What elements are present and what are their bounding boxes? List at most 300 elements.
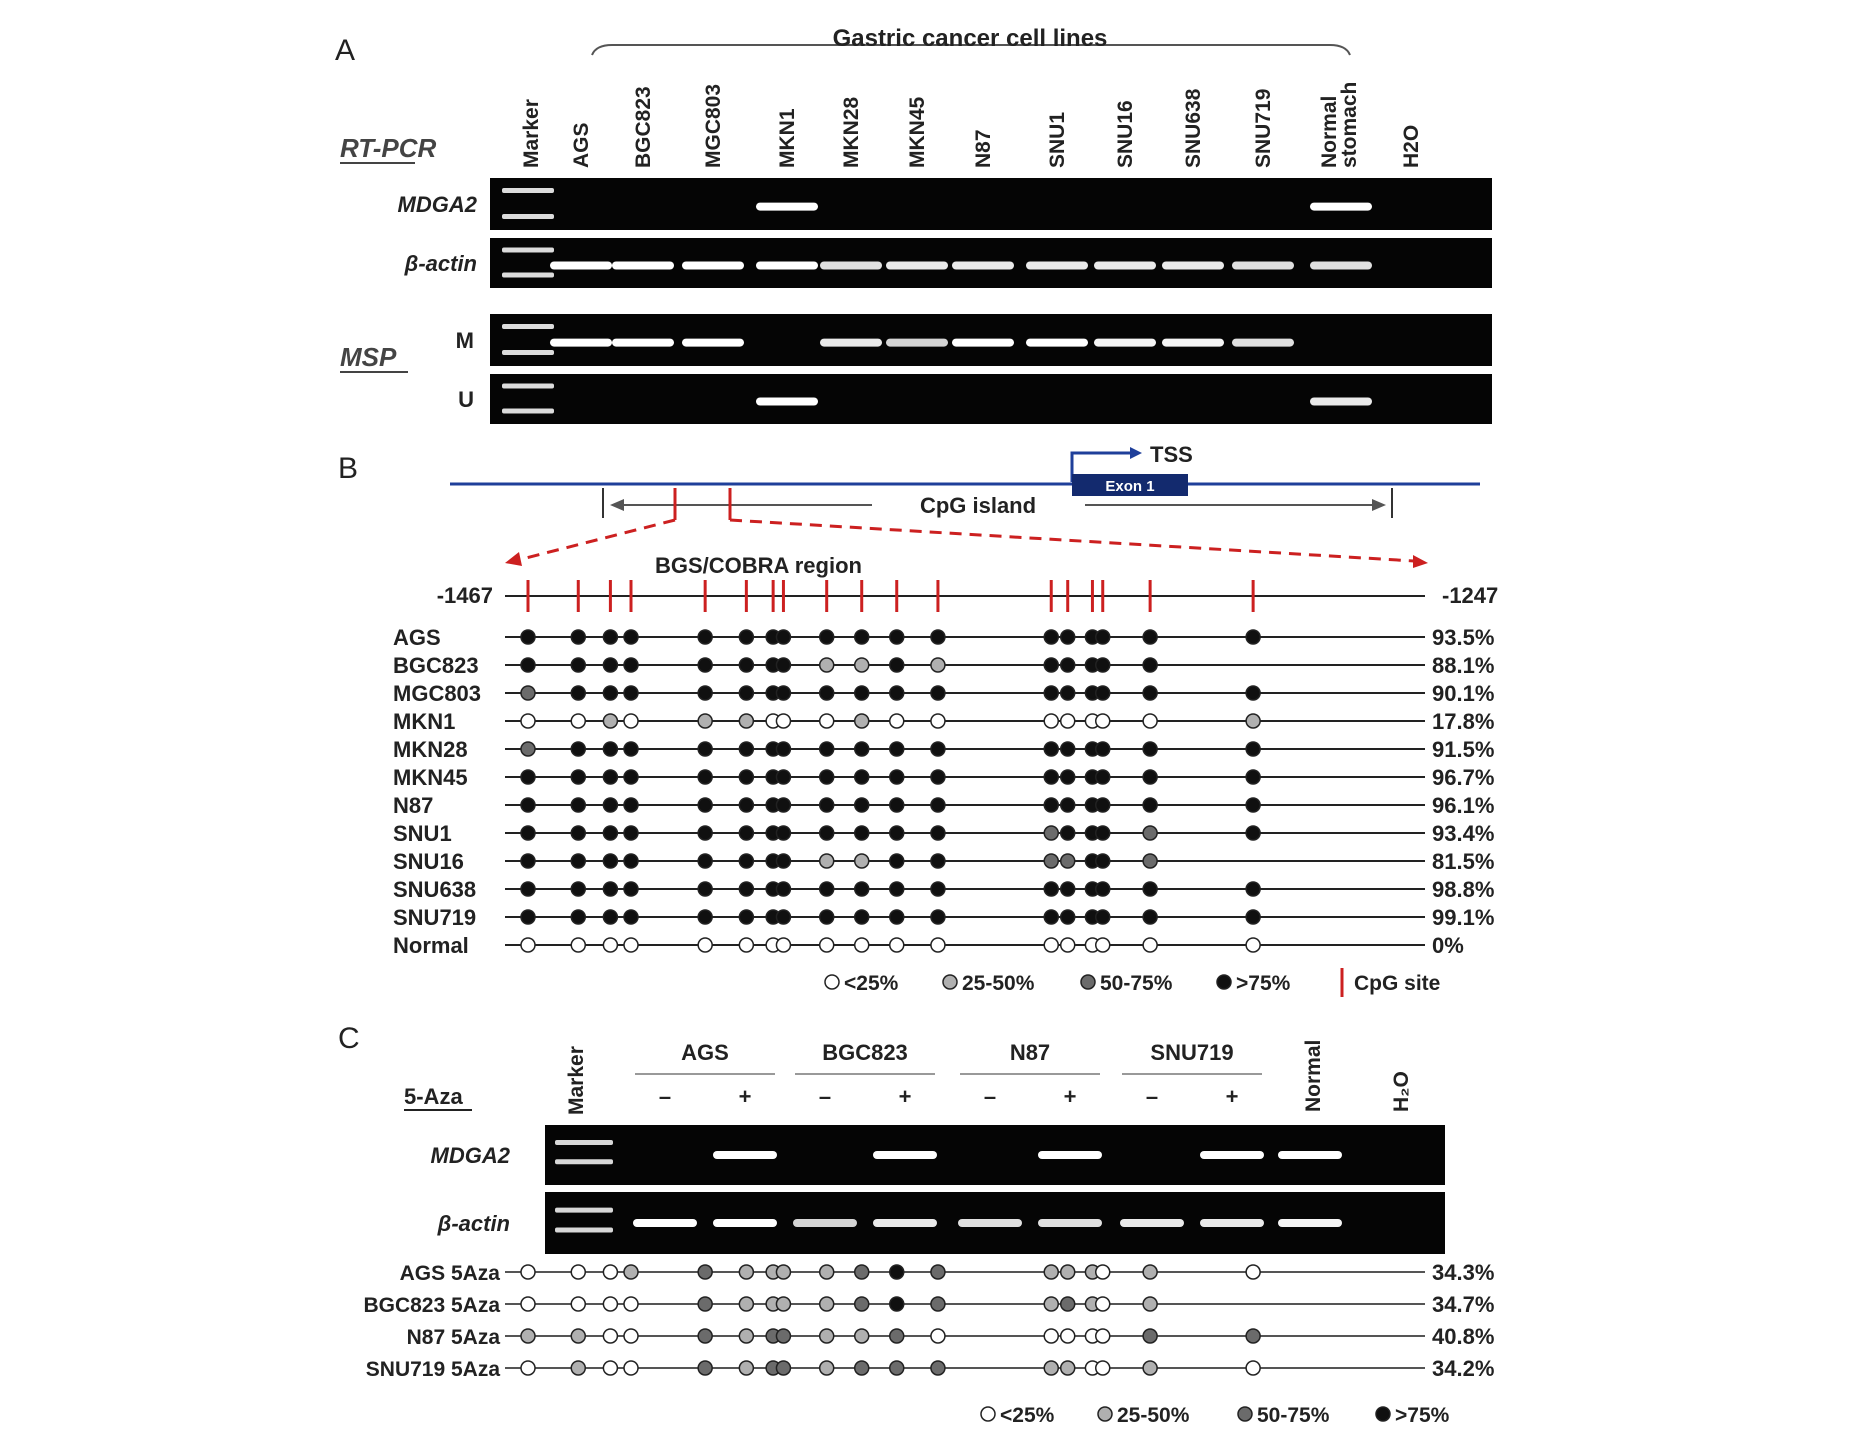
- cpg-dot: [1061, 798, 1075, 812]
- cpg-dot: [603, 686, 617, 700]
- cpg-dot: [739, 910, 753, 924]
- cpg-dot: [890, 910, 904, 924]
- cpg-dot: [1143, 1329, 1157, 1343]
- cpg-dot: [1096, 882, 1110, 896]
- cpg-dot: [890, 630, 904, 644]
- cpg-dot: [820, 1329, 834, 1343]
- minus-sign: –: [818, 1084, 832, 1109]
- cpg-dot: [1044, 798, 1058, 812]
- gel-row-label: M: [455, 328, 474, 353]
- cpg-dot: [624, 1265, 638, 1279]
- gel-band: [1278, 1151, 1342, 1159]
- lane-label-mkn28: MKN28: [840, 96, 863, 168]
- cpg-dot: [931, 854, 945, 868]
- cpg-dot: [698, 1265, 712, 1279]
- group-label: Gastric cancer cell lines: [832, 25, 1108, 52]
- cpg-dot: [931, 798, 945, 812]
- lane-label-normal-stomach-2: stomach: [1338, 81, 1361, 168]
- cpg-dot: [521, 910, 535, 924]
- legend-dot: [1217, 975, 1231, 989]
- legend-label: <25%: [1000, 1404, 1055, 1427]
- gel-band: [756, 262, 818, 270]
- cpg-dot: [571, 1361, 585, 1375]
- sample-label-snu638: SNU638: [393, 877, 477, 902]
- gel-band: [612, 339, 674, 347]
- h2o-lane-label: H₂O: [1390, 1071, 1413, 1112]
- gel-row-label: β-actin: [437, 1211, 510, 1236]
- cpg-dot: [1143, 686, 1157, 700]
- cpg-dot: [820, 742, 834, 756]
- aza-label: 5-Aza: [404, 1084, 463, 1109]
- cpg-dot: [890, 882, 904, 896]
- cpg-dot: [739, 938, 753, 952]
- cpg-dot: [624, 630, 638, 644]
- marker-band: [555, 1208, 613, 1213]
- group-label-snu719: SNU719: [1150, 1040, 1234, 1065]
- sample-label-mkn45: MKN45: [393, 765, 468, 790]
- gel-band: [1162, 262, 1224, 270]
- cpg-dot: [1143, 938, 1157, 952]
- lane-label-snu16: SNU16: [1114, 100, 1137, 168]
- cpg-dot: [571, 1329, 585, 1343]
- cpg-dot: [521, 1361, 535, 1375]
- gel-band: [1232, 339, 1294, 347]
- cpg-dot: [1096, 798, 1110, 812]
- methylation-pct: 88.1%: [1432, 653, 1495, 678]
- cpg-dot: [698, 882, 712, 896]
- panel-c-lane-labels: [565, 1040, 1413, 1115]
- cpg-dot: [571, 658, 585, 672]
- cpg-dot: [820, 1265, 834, 1279]
- cpg-dot: [1096, 854, 1110, 868]
- cpg-dot: [855, 658, 869, 672]
- cpg-dot: [931, 882, 945, 896]
- cpg-dot: [603, 714, 617, 728]
- cpg-dot: [739, 1265, 753, 1279]
- lane-label-snu638: SNU638: [1182, 88, 1205, 168]
- cpg-dot: [855, 1361, 869, 1375]
- sample-label-mkn28: MKN28: [393, 737, 468, 762]
- end-coord: -1247: [1442, 583, 1499, 608]
- cpg-dot: [1044, 854, 1058, 868]
- cpg-dot: [603, 1265, 617, 1279]
- tss-label: TSS: [1150, 442, 1193, 467]
- cpg-dot: [603, 1329, 617, 1343]
- cpg-dot: [776, 826, 790, 840]
- cpg-dot: [603, 854, 617, 868]
- cpg-dot: [820, 630, 834, 644]
- gel-band: [1200, 1219, 1264, 1227]
- gel-band: [550, 339, 612, 347]
- cpg-dot: [855, 798, 869, 812]
- sample-label-bgc823-5aza: BGC823 5Aza: [363, 1294, 500, 1317]
- cpg-dot: [890, 770, 904, 784]
- legend-label: 50-75%: [1257, 1404, 1330, 1427]
- cpg-dot: [820, 938, 834, 952]
- cpg-dot: [1143, 826, 1157, 840]
- cpg-dot: [776, 938, 790, 952]
- cpg-dot: [1044, 1297, 1058, 1311]
- sample-label-n87-5aza: N87 5Aza: [406, 1326, 500, 1349]
- cpg-dot: [1044, 882, 1058, 896]
- cpg-dot: [931, 714, 945, 728]
- cpg-dot: [776, 630, 790, 644]
- cpg-dot: [1061, 742, 1075, 756]
- group-label-ags: AGS: [681, 1040, 729, 1065]
- cpg-dot: [603, 798, 617, 812]
- marker-band: [502, 273, 554, 278]
- cpg-dot: [739, 882, 753, 896]
- cpg-dot: [1096, 742, 1110, 756]
- methylation-pct: 81.5%: [1432, 849, 1495, 874]
- cpg-dot: [521, 798, 535, 812]
- legend-label: >75%: [1236, 972, 1291, 995]
- sample-label-snu719-5aza: SNU719 5Aza: [365, 1358, 500, 1381]
- cpg-dot: [1096, 1297, 1110, 1311]
- cpg-dot: [1143, 798, 1157, 812]
- cpg-dot: [1044, 910, 1058, 924]
- gel-band: [1162, 339, 1224, 347]
- cpg-dot: [776, 1329, 790, 1343]
- cpg-dot: [1246, 1265, 1260, 1279]
- cpg-dot: [1096, 658, 1110, 672]
- cpg-dot: [855, 686, 869, 700]
- cpg-dot: [521, 826, 535, 840]
- cpg-dot: [890, 1265, 904, 1279]
- gel-band: [756, 398, 818, 406]
- gel-band: [958, 1219, 1022, 1227]
- cpg-dot: [603, 882, 617, 896]
- gel-band: [612, 262, 674, 270]
- gel-band: [713, 1151, 777, 1159]
- cpg-dot: [698, 770, 712, 784]
- cpg-dot: [855, 742, 869, 756]
- cpg-dot: [890, 854, 904, 868]
- gel-band: [682, 339, 744, 347]
- cpg-dot: [1061, 882, 1075, 896]
- cpg-dot: [698, 854, 712, 868]
- cpg-dot: [1143, 854, 1157, 868]
- gel-band: [820, 262, 882, 270]
- gel-band: [1094, 339, 1156, 347]
- sample-label-n87: N87: [393, 793, 434, 818]
- legend-dot: [1098, 1407, 1112, 1421]
- cpg-dot: [1246, 1361, 1260, 1375]
- cpg-dot: [931, 658, 945, 672]
- cpg-dot: [624, 1361, 638, 1375]
- cpg-dot: [931, 1361, 945, 1375]
- gel-band: [886, 262, 948, 270]
- tss-arrowhead: [1130, 447, 1142, 459]
- marker-band: [555, 1140, 613, 1145]
- cpg-dot: [571, 686, 585, 700]
- cpg-dot: [820, 1361, 834, 1375]
- cpg-dot: [698, 910, 712, 924]
- group-label-bgc823: BGC823: [822, 1040, 908, 1065]
- panel-c-methylation-rows: [363, 1260, 1494, 1381]
- cpg-dot: [603, 1297, 617, 1311]
- cpg-dot: [603, 742, 617, 756]
- minus-sign: –: [1145, 1084, 1159, 1109]
- lane-label-bgc823: BGC823: [632, 86, 655, 168]
- cpg-dot: [1143, 714, 1157, 728]
- cpg-dot: [776, 742, 790, 756]
- cpg-dot: [931, 742, 945, 756]
- cpg-dot: [571, 826, 585, 840]
- cpg-dot: [855, 770, 869, 784]
- cpg-dot: [820, 658, 834, 672]
- methylation-pct: 96.7%: [1432, 765, 1495, 790]
- cpg-dot: [1061, 826, 1075, 840]
- cpg-dot: [1096, 770, 1110, 784]
- panel-b-letter: B: [338, 452, 359, 485]
- legend-dot: [981, 1407, 995, 1421]
- cpg-dot: [571, 798, 585, 812]
- cpg-island-label: CpG island: [919, 493, 1037, 518]
- cpg-island-left-arrowhead: [610, 499, 624, 511]
- gel-band: [1310, 203, 1372, 211]
- sample-label-snu719: SNU719: [393, 905, 477, 930]
- cpg-dot: [521, 1265, 535, 1279]
- gel-band: [633, 1219, 697, 1227]
- gel-band: [1094, 262, 1156, 270]
- start-coord: -1467: [436, 583, 493, 608]
- cpg-dot: [931, 1265, 945, 1279]
- lane-label-marker: Marker: [520, 99, 543, 168]
- gel-band: [713, 1219, 777, 1227]
- cpg-dot: [931, 1297, 945, 1311]
- cpg-dot: [739, 770, 753, 784]
- methylation-pct: 34.7%: [1432, 1292, 1495, 1317]
- cpg-dot: [603, 630, 617, 644]
- gel-band: [1278, 1219, 1342, 1227]
- cpg-dot: [624, 770, 638, 784]
- cpg-dot: [571, 714, 585, 728]
- cpg-dot: [1044, 630, 1058, 644]
- gel-band: [952, 339, 1014, 347]
- gel-band: [873, 1219, 937, 1227]
- gel-row-label: MDGA2: [430, 1143, 510, 1168]
- marker-band: [502, 214, 554, 219]
- methylation-pct: 96.1%: [1432, 793, 1495, 818]
- exon-label: Exon 1: [1105, 478, 1155, 495]
- cpg-dot: [1246, 714, 1260, 728]
- methylation-pct: 99.1%: [1432, 905, 1495, 930]
- cpg-dot: [739, 798, 753, 812]
- cpg-dot: [521, 882, 535, 896]
- cpg-dot: [1246, 910, 1260, 924]
- sample-label-ags-5aza: AGS 5Aza: [399, 1262, 500, 1285]
- marker-band: [502, 350, 554, 355]
- cpg-dot: [571, 630, 585, 644]
- panel-c-legend: [981, 1404, 1450, 1427]
- methylation-pct: 93.5%: [1432, 625, 1495, 650]
- cpg-dot: [739, 742, 753, 756]
- cpg-dot: [776, 798, 790, 812]
- cpg-dot: [603, 770, 617, 784]
- cpg-dot: [1061, 910, 1075, 924]
- cpg-dot: [820, 882, 834, 896]
- cpg-dot: [698, 1297, 712, 1311]
- cpg-dot: [1143, 658, 1157, 672]
- marker-band: [555, 1227, 613, 1232]
- cpg-dot: [624, 882, 638, 896]
- gel-band: [873, 1151, 937, 1159]
- cpg-dot: [521, 854, 535, 868]
- gel-band: [793, 1219, 857, 1227]
- zoom-dash-right-arrowhead: [1413, 555, 1428, 568]
- cpg-dot: [624, 826, 638, 840]
- cpg-dot: [1044, 1265, 1058, 1279]
- cpg-dot: [739, 854, 753, 868]
- cpg-dot: [890, 1329, 904, 1343]
- cpg-dot: [1143, 910, 1157, 924]
- methylation-pct: 40.8%: [1432, 1324, 1495, 1349]
- cpg-dot: [1096, 826, 1110, 840]
- cpg-dot: [776, 658, 790, 672]
- cpg-dot: [890, 798, 904, 812]
- gel-band: [1232, 262, 1294, 270]
- cpg-dot: [571, 854, 585, 868]
- cpg-dot: [739, 1361, 753, 1375]
- lane-label-ags: AGS: [570, 122, 593, 168]
- cpg-dot: [1096, 938, 1110, 952]
- cpg-dot: [521, 686, 535, 700]
- cpg-dot: [820, 770, 834, 784]
- gel-band: [1038, 1219, 1102, 1227]
- cpg-dot: [1246, 938, 1260, 952]
- cpg-dot: [624, 910, 638, 924]
- cpg-dot: [571, 882, 585, 896]
- cpg-dot: [776, 770, 790, 784]
- cpg-dot: [739, 630, 753, 644]
- cpg-dot: [521, 1297, 535, 1311]
- cpg-dot: [855, 882, 869, 896]
- cpg-dot: [890, 686, 904, 700]
- cpg-dot: [890, 658, 904, 672]
- cpg-dot: [1061, 1329, 1075, 1343]
- cpg-dot: [624, 798, 638, 812]
- cpg-dot: [855, 826, 869, 840]
- cpg-dot: [1143, 1265, 1157, 1279]
- plus-sign: +: [738, 1084, 752, 1109]
- cpg-dot: [571, 910, 585, 924]
- cpg-dot: [1061, 658, 1075, 672]
- cpg-dot: [1061, 1265, 1075, 1279]
- lane-label-normal-stomach-1: Normal: [1318, 95, 1341, 168]
- cpg-dot: [1246, 742, 1260, 756]
- cpg-dot: [931, 910, 945, 924]
- marker-band: [502, 324, 554, 329]
- cpg-dot: [698, 658, 712, 672]
- cpg-dot: [820, 826, 834, 840]
- sample-label-ags: AGS: [393, 625, 441, 650]
- methylation-pct: 98.8%: [1432, 877, 1495, 902]
- cpg-dot: [571, 1297, 585, 1311]
- cpg-dot: [624, 714, 638, 728]
- panel-a-lane-labels: [520, 82, 1423, 168]
- cpg-dot: [855, 714, 869, 728]
- methylation-pct: 34.2%: [1432, 1356, 1495, 1381]
- cpg-dot: [739, 1329, 753, 1343]
- cpg-dot: [1143, 882, 1157, 896]
- legend-label: >75%: [1395, 1404, 1450, 1427]
- gel-row-label: MDGA2: [397, 192, 477, 217]
- cpg-dot: [521, 714, 535, 728]
- cpg-dot: [624, 854, 638, 868]
- gel-band: [756, 203, 818, 211]
- group-label-n87: N87: [1009, 1040, 1051, 1065]
- zoom-dash-left-arrowhead: [505, 552, 522, 566]
- cpg-dot: [931, 826, 945, 840]
- legend-dot: [1081, 975, 1095, 989]
- cpg-dot: [1246, 1329, 1260, 1343]
- cpg-dot: [1143, 1297, 1157, 1311]
- cpg-dot: [698, 1361, 712, 1375]
- gel-row-label: U: [458, 387, 474, 412]
- normal-lane-label: Normal: [1302, 1039, 1325, 1112]
- cpg-dot: [739, 658, 753, 672]
- cpg-dot: [931, 686, 945, 700]
- plus-sign: +: [898, 1084, 912, 1109]
- rtpcr-label: RT-PCR: [340, 133, 437, 163]
- cpg-dot: [1246, 826, 1260, 840]
- lane-label-snu719: SNU719: [1252, 88, 1275, 168]
- sample-label-mkn1: MKN1: [393, 709, 456, 734]
- msp-label: MSP: [340, 342, 397, 372]
- sample-label-normal: Normal: [393, 933, 469, 958]
- cpg-dot: [890, 714, 904, 728]
- lane-label-mgc803: MGC803: [702, 83, 725, 168]
- cpg-dot: [855, 854, 869, 868]
- marker-band: [502, 384, 554, 389]
- gel-band: [1026, 339, 1088, 347]
- sample-label-bgc823: BGC823: [393, 653, 479, 678]
- cpg-dot: [855, 1297, 869, 1311]
- zoom-dash-left: [518, 520, 675, 560]
- gel-band: [1026, 262, 1088, 270]
- lane-label-snu1: SNU1: [1046, 111, 1069, 168]
- cpg-dot: [603, 910, 617, 924]
- legend-label: 25-50%: [962, 972, 1035, 995]
- cpg-dot: [698, 1329, 712, 1343]
- cpg-dot: [1061, 714, 1075, 728]
- cpg-dot: [890, 938, 904, 952]
- cpg-dot: [1044, 770, 1058, 784]
- gel-band: [550, 262, 612, 270]
- cpg-dot: [1061, 938, 1075, 952]
- lane-label-mkn45: MKN45: [906, 96, 929, 168]
- cpg-dot: [776, 1265, 790, 1279]
- methylation-pct: 17.8%: [1432, 709, 1495, 734]
- cpg-dot: [855, 938, 869, 952]
- cpg-dot: [1096, 630, 1110, 644]
- cpg-dot: [820, 1297, 834, 1311]
- cpg-dot: [931, 938, 945, 952]
- cpg-dot: [1044, 1361, 1058, 1375]
- cpg-dot: [1096, 1265, 1110, 1279]
- marker-band: [502, 188, 554, 193]
- legend-label: 50-75%: [1100, 972, 1173, 995]
- cpg-dot: [1044, 742, 1058, 756]
- cpg-dot: [1044, 686, 1058, 700]
- cpg-dot: [931, 1329, 945, 1343]
- marker-band: [502, 409, 554, 414]
- cpg-dot: [1246, 882, 1260, 896]
- cpg-dot: [1044, 826, 1058, 840]
- plus-sign: +: [1225, 1084, 1239, 1109]
- cpg-dot: [776, 686, 790, 700]
